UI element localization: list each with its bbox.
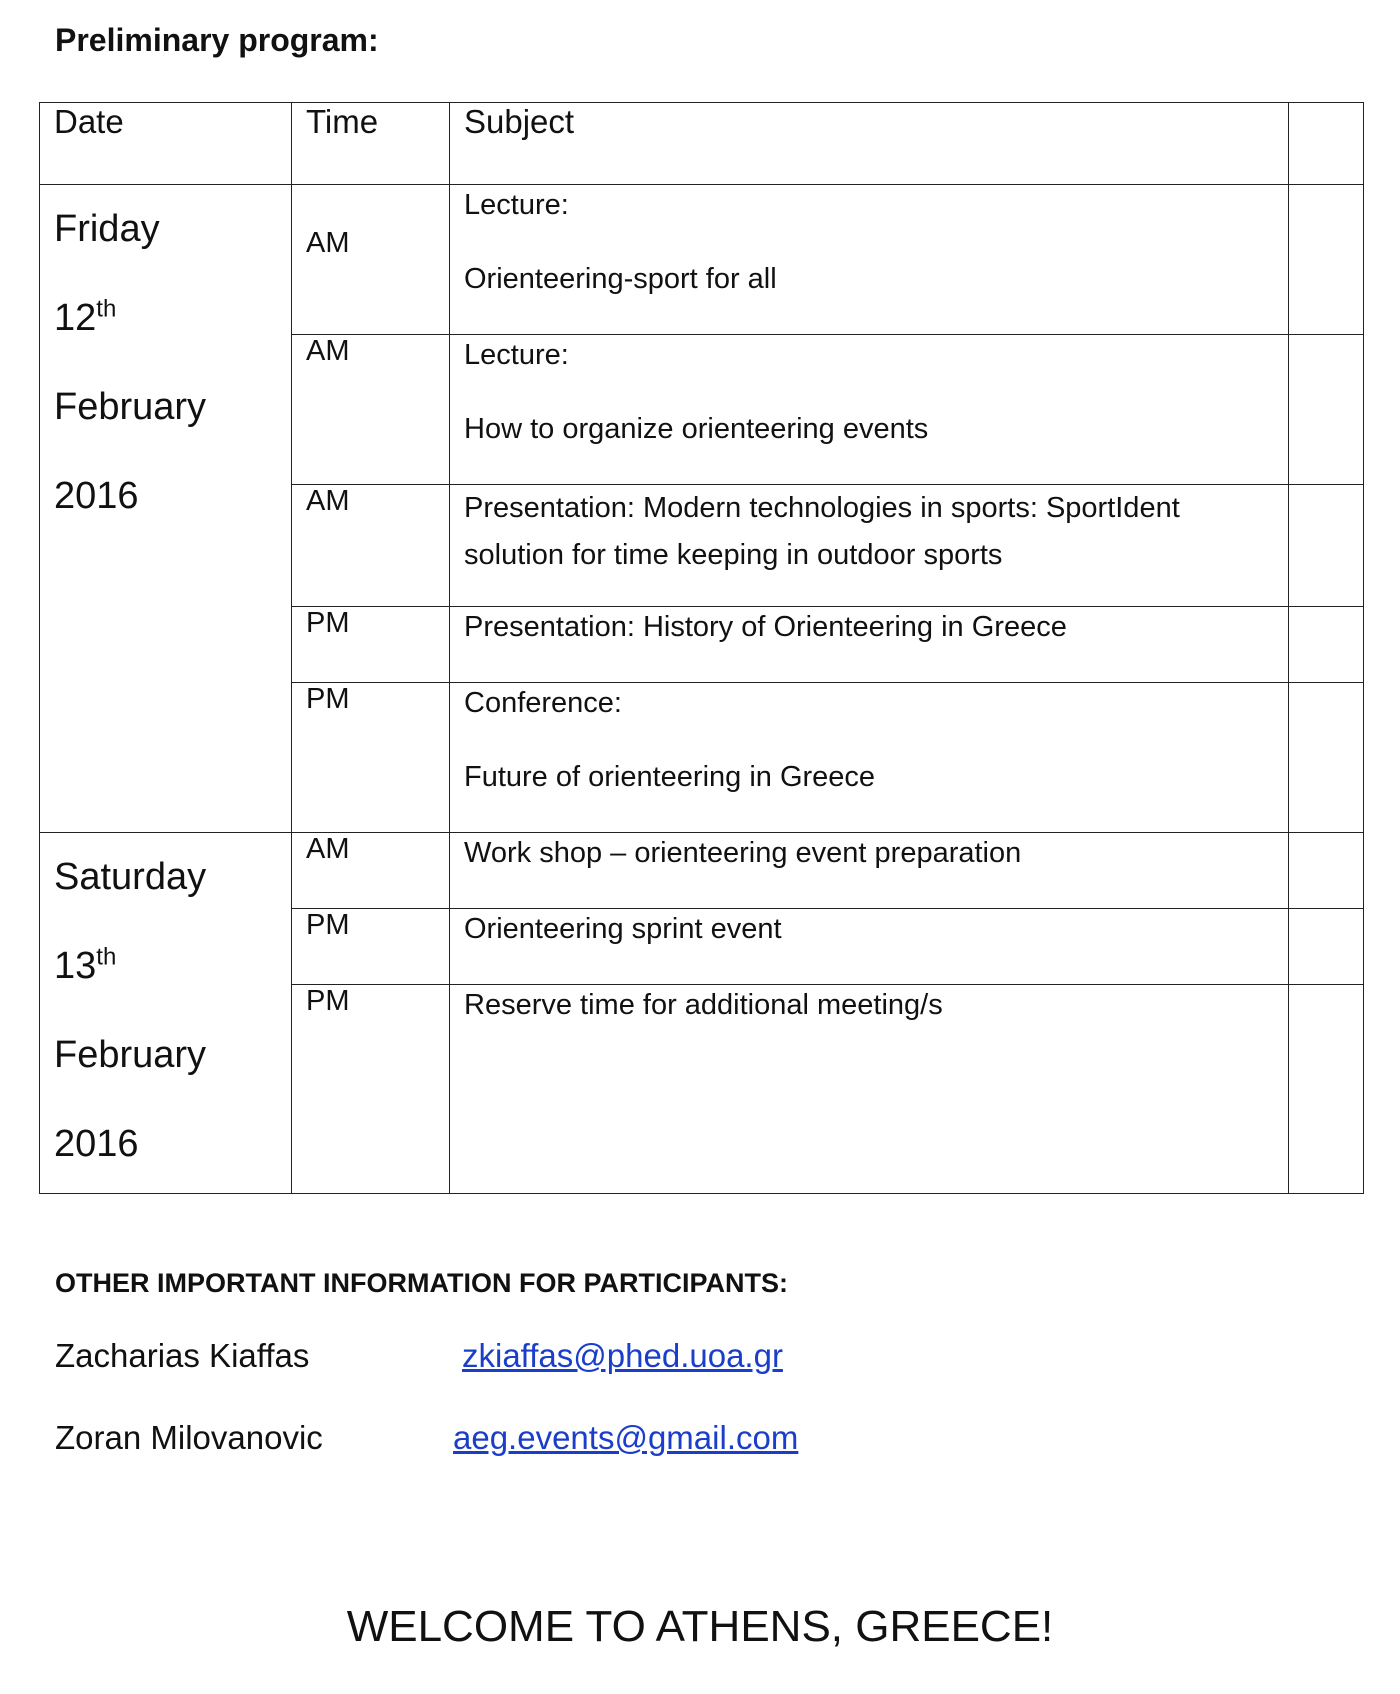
table-header-row [40, 103, 1364, 185]
contact-email-link[interactable]: aeg.events@gmail.com [453, 1419, 799, 1456]
empty-cell [1289, 335, 1364, 485]
subject-cell [450, 335, 1289, 485]
date-month: February [54, 1034, 207, 1076]
empty-cell [1289, 833, 1364, 909]
table-row [40, 185, 1364, 335]
subject-cell [450, 833, 1289, 909]
program-table [39, 102, 1364, 1194]
subject-line: Orienteering sprint event [464, 913, 782, 945]
contact-name: Zoran Milovanovic [55, 1419, 323, 1456]
empty-cell [1289, 607, 1364, 683]
date-cell-friday [40, 185, 292, 833]
contact-row [55, 1337, 1055, 1387]
subject-cell [450, 485, 1289, 607]
time-cell: AM [292, 335, 450, 485]
empty-cell [1289, 909, 1364, 985]
subject-line: solution for time keeping in outdoor sports [464, 539, 1003, 571]
time-cell: AM [292, 185, 450, 335]
empty-cell [1289, 683, 1364, 833]
subject-line: Reserve time for additional meeting/s [464, 989, 943, 1021]
empty-cell [1289, 185, 1364, 335]
header-empty [1289, 103, 1364, 185]
info-title: OTHER IMPORTANT INFORMATION FOR PARTICIPANTS: [55, 1268, 788, 1298]
subject-line: Lecture: [464, 189, 569, 221]
header-subject: Subject [450, 103, 1289, 185]
time-cell: PM [292, 683, 450, 833]
date-year: 2016 [54, 1123, 139, 1165]
date-weekday: Saturday [54, 856, 207, 898]
time-cell: AM [292, 833, 450, 909]
table-row [40, 833, 1364, 909]
welcome-message: WELCOME TO ATHENS, GREECE! [346, 1602, 1054, 1651]
empty-cell [1289, 485, 1364, 607]
time-cell: PM [292, 607, 450, 683]
time-cell: AM [292, 485, 450, 607]
date-day: 13th [54, 943, 117, 987]
subject-cell [450, 185, 1289, 335]
contact-row [55, 1419, 1055, 1469]
header-date: Date [40, 103, 292, 185]
subject-line: Lecture: [464, 339, 569, 371]
subject-cell [450, 985, 1289, 1194]
time-cell: PM [292, 909, 450, 985]
subject-line: Future of orienteering in Greece [464, 761, 876, 793]
contact-email-link[interactable]: zkiaffas@phed.uoa.gr [462, 1337, 783, 1374]
subject-line: Conference: [464, 687, 622, 719]
date-day: 12th [54, 295, 117, 339]
subject-cell [450, 909, 1289, 985]
subject-line: Presentation: Modern technologies in sports: SportIdent [464, 492, 1180, 524]
subject-line: Presentation: History of Orienteering in Greece [464, 611, 1067, 643]
date-weekday: Friday [54, 208, 160, 250]
header-time: Time [292, 103, 450, 185]
empty-cell [1289, 985, 1364, 1194]
date-month: February [54, 386, 207, 428]
page-heading: Preliminary program: [55, 22, 379, 58]
subject-line: Orienteering-sport for all [464, 263, 777, 295]
date-year: 2016 [54, 475, 139, 517]
subject-line: How to organize orienteering events [464, 413, 929, 445]
contact-name: Zacharias Kiaffas [55, 1337, 310, 1374]
date-cell-saturday [40, 833, 292, 1194]
subject-line: Work shop – orienteering event preparation [464, 837, 1022, 869]
subject-cell [450, 607, 1289, 683]
time-cell: PM [292, 985, 450, 1194]
subject-cell [450, 683, 1289, 833]
